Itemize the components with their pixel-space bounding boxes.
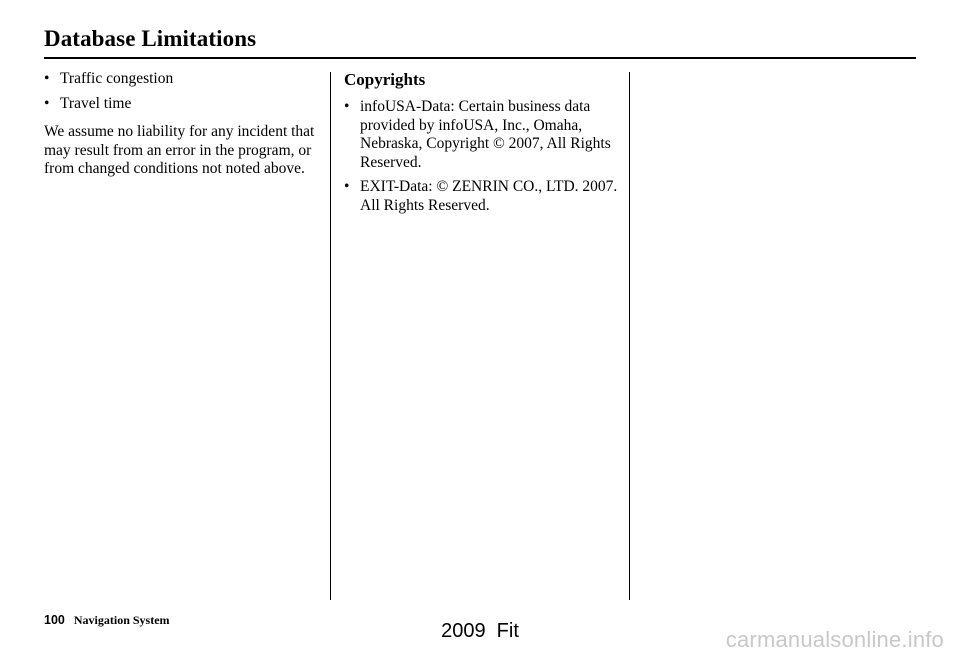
left-column bbox=[44, 70, 319, 179]
middle-column bbox=[344, 70, 619, 221]
bullet-list bbox=[44, 70, 319, 113]
list-item: • EXIT-Data: © ZENRIN CO., LTD. 2007. All Rights Reserved. bbox=[344, 178, 619, 215]
watermark-model: 2009 Fit bbox=[441, 620, 519, 642]
list-item: • Traffic congestion bbox=[44, 70, 319, 89]
section-heading: Copyrights bbox=[344, 70, 426, 89]
footer-section-label: Navigation System bbox=[73, 613, 170, 627]
list-item: • infoUSA-Data: Certain business data provided by infoUSA, Inc., Omaha, Nebraska, Copyright © 2007, All Rights Reserved. bbox=[344, 98, 619, 172]
list-item: • Travel time bbox=[44, 95, 319, 114]
column-divider-left bbox=[330, 72, 331, 600]
page-title: Database Limitations bbox=[44, 26, 257, 51]
bullet-list bbox=[344, 98, 619, 215]
liability-paragraph: We assume no liability for any incident that may result from an error in the program, or from changed conditions not noted above. bbox=[44, 123, 315, 177]
title-rule bbox=[44, 57, 916, 59]
column-divider-right bbox=[629, 72, 630, 600]
watermark-site: carmanualsonline.info bbox=[725, 627, 944, 652]
page-number: 100 bbox=[44, 613, 65, 627]
